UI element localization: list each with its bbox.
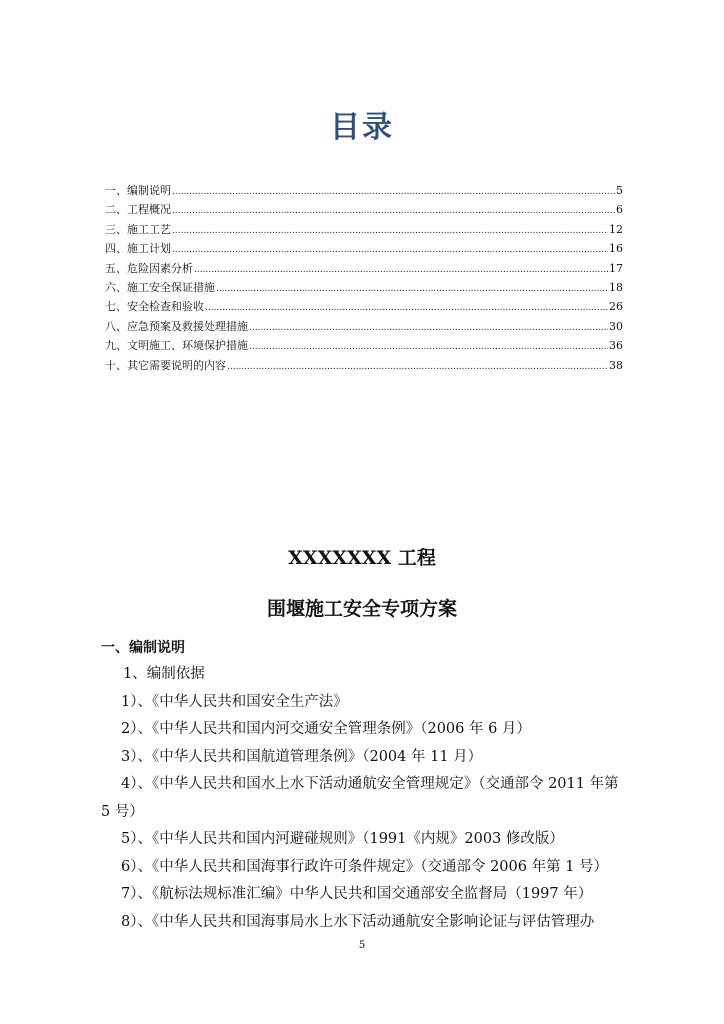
- toc-entry-label: 三、施工工艺: [105, 222, 171, 236]
- section-heading: 一、编制说明: [101, 640, 185, 656]
- toc-entry[interactable]: [105, 278, 623, 297]
- toc-entry-page: 12: [609, 222, 623, 236]
- subsection-heading: 1、编制依据: [123, 666, 205, 682]
- toc-entry-page: 26: [609, 300, 623, 314]
- toc-entry-label: 八、应急预案及救援处理措施: [105, 319, 248, 333]
- reference-item: 5）、《中华人民共和国内河避碰规则》（1991《内规》2003 修改版）: [121, 831, 564, 847]
- reference-item: 2）、《中华人民共和国内河交通安全管理条例》（2006 年 6 月）: [121, 721, 531, 737]
- toc-entry-label: 七、安全检查和验收: [105, 300, 204, 314]
- toc-leader-dots: [205, 299, 608, 318]
- toc-entry-page: 18: [609, 280, 623, 294]
- toc-leader-dots: [249, 338, 608, 357]
- toc-leader-dots: [216, 280, 608, 299]
- toc-leader-dots: [227, 358, 608, 377]
- toc-entry-page: 5: [616, 184, 623, 197]
- toc-entry-page: 36: [609, 339, 623, 353]
- toc-entry[interactable]: [105, 356, 623, 375]
- toc-entry[interactable]: [105, 259, 623, 278]
- reference-item: 1）、《中华人民共和国安全生产法》: [121, 693, 348, 710]
- toc-leader-dots: [249, 319, 608, 338]
- reference-item: 6）、《中华人民共和国海事行政许可条件规定》（交通部令 2006 年第 1 号）: [121, 858, 609, 875]
- toc-entry-label: 二、工程概况: [105, 203, 171, 217]
- toc-entry-label: 一、编制说明: [105, 184, 171, 197]
- toc-entry-label: 六、施工安全保证措施: [105, 280, 215, 294]
- reference-item: 3）、《中华人民共和国航道管理条例》（2004 年 11 月）: [121, 748, 483, 765]
- toc-entry[interactable]: [105, 297, 623, 316]
- toc-entry-page: 16: [609, 242, 623, 256]
- toc-entry[interactable]: [105, 336, 623, 355]
- reference-item: 7）、《航标法规标准汇编》中华人民共和国交通部安全监督局（1997 年）: [121, 886, 593, 902]
- toc-entry[interactable]: [105, 317, 623, 336]
- toc-entry-label: 九、文明施工、环境保护措施: [105, 339, 248, 353]
- toc-leader-dots: [194, 261, 608, 280]
- toc-leader-dots: [172, 183, 615, 202]
- toc-entry-label: 四、施工计划: [105, 242, 171, 256]
- table-of-contents: [105, 181, 623, 375]
- document-title: XXXXXXX 工程: [288, 547, 436, 569]
- reference-item: 4）、《中华人民共和国水上水下活动通航安全管理规定》（交通部令 2011 年第 5 号）: [101, 776, 619, 820]
- document-subtitle: 围堰施工安全专项方案: [266, 598, 457, 620]
- toc-entry-page: 6: [616, 203, 623, 217]
- toc-entry[interactable]: [105, 239, 623, 258]
- toc-entry-page: 38: [609, 358, 623, 372]
- toc-leader-dots: [172, 222, 608, 241]
- toc-entry[interactable]: [105, 220, 623, 239]
- reference-item: 8）、《中华人民共和国海事局水上水下活动通航安全影响论证与评估管理办: [121, 913, 595, 930]
- toc-title: 目录: [330, 110, 394, 145]
- document-body: [101, 661, 631, 936]
- toc-entry-page: 17: [609, 261, 623, 275]
- page-number: 5: [358, 940, 366, 951]
- toc-leader-dots: [172, 202, 615, 221]
- toc-entry-label: 十、其它需要说明的内容: [105, 358, 226, 372]
- toc-entry[interactable]: [105, 200, 623, 219]
- toc-leader-dots: [172, 241, 608, 260]
- toc-entry-label: 五、危险因素分析: [105, 261, 193, 275]
- toc-entry[interactable]: [105, 181, 623, 200]
- toc-entry-page: 30: [609, 319, 623, 333]
